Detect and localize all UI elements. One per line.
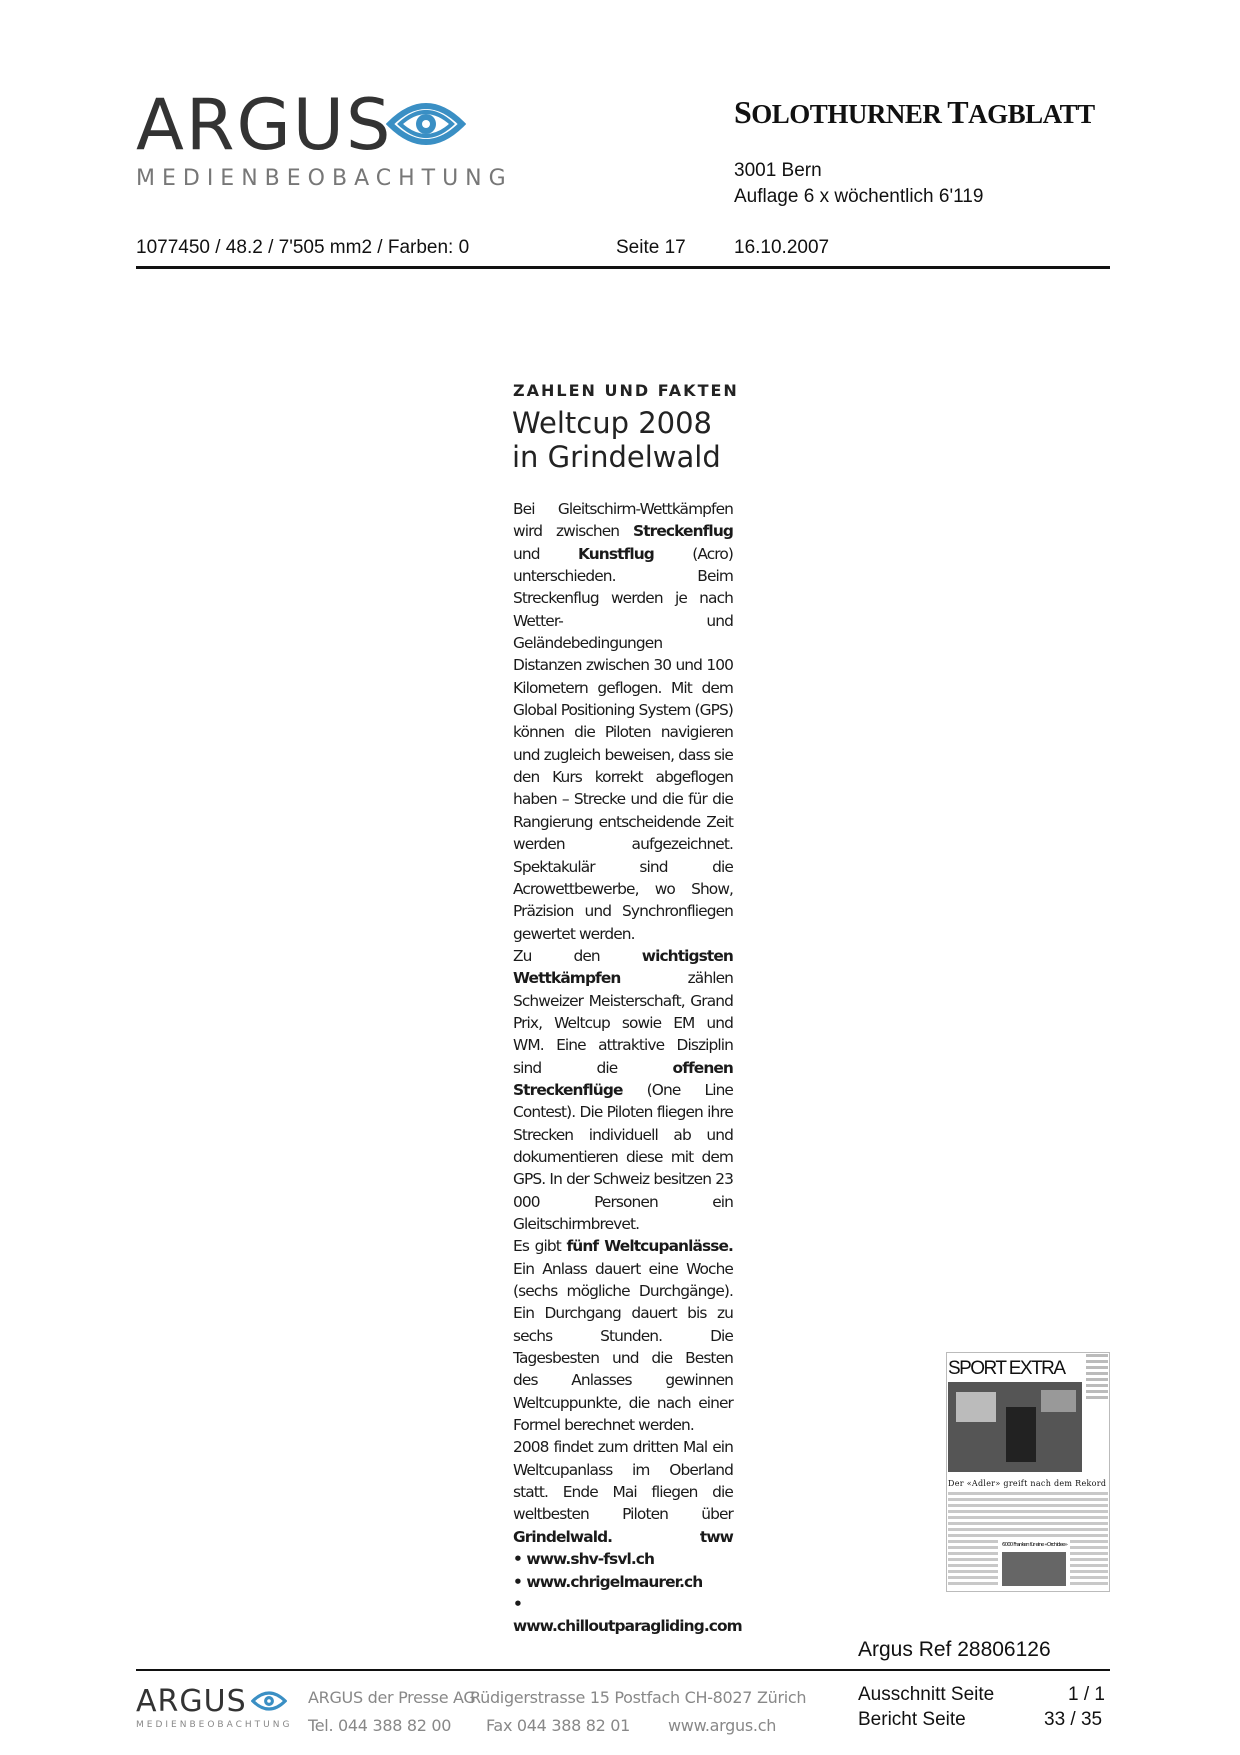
paper-circulation: Auflage 6 x wöchentlich 6'119 <box>734 186 984 207</box>
bericht-value: 33 / 35 <box>1044 1709 1103 1730</box>
article-body <box>513 498 742 1638</box>
paragraph: Es gibt fünf Weltcupanlässe. Ein Anlass dauert eine Woche (sechs mögliche Durchgänge). Ein Durchgang dauert bis zu sechs Stunden. Die Tagesbesten und die Besten des Anlasses gewinnen Weltcuppunkte, die nach einer Formel berechnet werden. <box>513 1237 733 1435</box>
article-kicker: ZAHLEN UND FAKTEN <box>513 381 739 400</box>
footer-address: Rüdigerstrasse 15 Postfach CH-8027 Zürich <box>470 1688 807 1707</box>
link-list <box>513 1548 742 1637</box>
paper-city: 3001 Bern <box>734 160 822 181</box>
eye-icon <box>251 1687 287 1715</box>
argus-reference: Argus Ref 28806126 <box>858 1638 1051 1661</box>
footer-fax: Fax 044 388 82 01 <box>486 1716 631 1735</box>
footer-phone: Tel. 044 388 82 00 <box>308 1716 452 1735</box>
footer-website[interactable]: www.argus.ch <box>668 1716 777 1735</box>
newspaper-name: SOLOTHURNER TAGBLATT <box>734 94 1095 130</box>
page-number: Seite 17 <box>616 237 686 258</box>
clipping-id: 1077450 / 48.2 / 7'505 mm2 / Farben: 0 <box>136 237 470 258</box>
footer-company: ARGUS der Presse AG <box>308 1688 476 1707</box>
logo-wordmark: ARGUS <box>136 84 393 166</box>
page-thumbnail <box>946 1352 1110 1592</box>
ausschnitt-value: 1 / 1 <box>1068 1684 1105 1705</box>
argus-logo <box>136 84 513 200</box>
article-headline: Weltcup 2008 in Grindelwald <box>512 406 721 474</box>
footer-logo <box>136 1684 293 1734</box>
bericht-label: Bericht Seite <box>858 1709 966 1730</box>
logo-subtitle: MEDIENBEOBACHTUNG <box>136 166 513 191</box>
eye-icon <box>386 94 466 154</box>
footer-logo-subtitle: MEDIENBEOBACHTUNG <box>136 1720 293 1730</box>
footer-rule <box>136 1669 1110 1671</box>
thumbnail-title: SPORT EXTRA <box>948 1358 1066 1379</box>
header-rule <box>136 266 1110 269</box>
footer-logo-wordmark: ARGUS <box>136 1684 247 1719</box>
thumbnail-caption: 6000 Franken für eine «Orchidee» <box>1002 1542 1068 1548</box>
author-signature: tww <box>699 1527 733 1546</box>
paragraph: 2008 findet zum dritten Mal ein Weltcupanlass im Oberland statt. Ende Mai fliegen die weltbesten Piloten über Grindelwald. tww <box>513 1436 733 1548</box>
link-item[interactable]: • www.chrigelmaurer.ch <box>513 1571 733 1593</box>
link-item[interactable]: • www.shv-fsvl.ch <box>513 1548 733 1570</box>
ausschnitt-label: Ausschnitt Seite <box>858 1684 995 1705</box>
paragraph: Zu den wichtigsten Wettkämpfen zählen Schweizer Meisterschaft, Grand Prix, Weltcup sowie EM und WM. Eine attraktive Disziplin sind die offenen Streckenflüge (One Line Contest). Die Piloten fliegen ihre Strecken individuell ab und dokumentieren diese mit dem GPS. In der Schweiz besitzen 23 000 Personen ein Gleitschirmbrevet. <box>513 946 733 1233</box>
paragraph: Bei Gleitschirm-Wettkämpfen wird zwischen Streckenflug und Kunstflug (Acro) unterschieden. Beim Streckenflug werden je nach Wetter- und Geländebedingungen Distanzen zwischen 30 und 100 Kilometern geflogen. Mit dem Global Positioning System (GPS) können die Piloten navigieren und zugleich beweisen, dass sie den Kurs korrekt abgeflogen haben – Strecke und die für die Rangierung entscheidende Zeit werden aufgezeichnet. Spektakulär sind die Acrowettbewerbe, wo Show, Präzision und Synchronfliegen gewertet werden. <box>513 500 733 943</box>
publication-date: 16.10.2007 <box>734 237 830 258</box>
thumbnail-caption: Der «Adler» greift nach dem Rekord <box>948 1479 1106 1488</box>
link-item[interactable]: • www.chilloutparagliding.com <box>513 1593 733 1638</box>
